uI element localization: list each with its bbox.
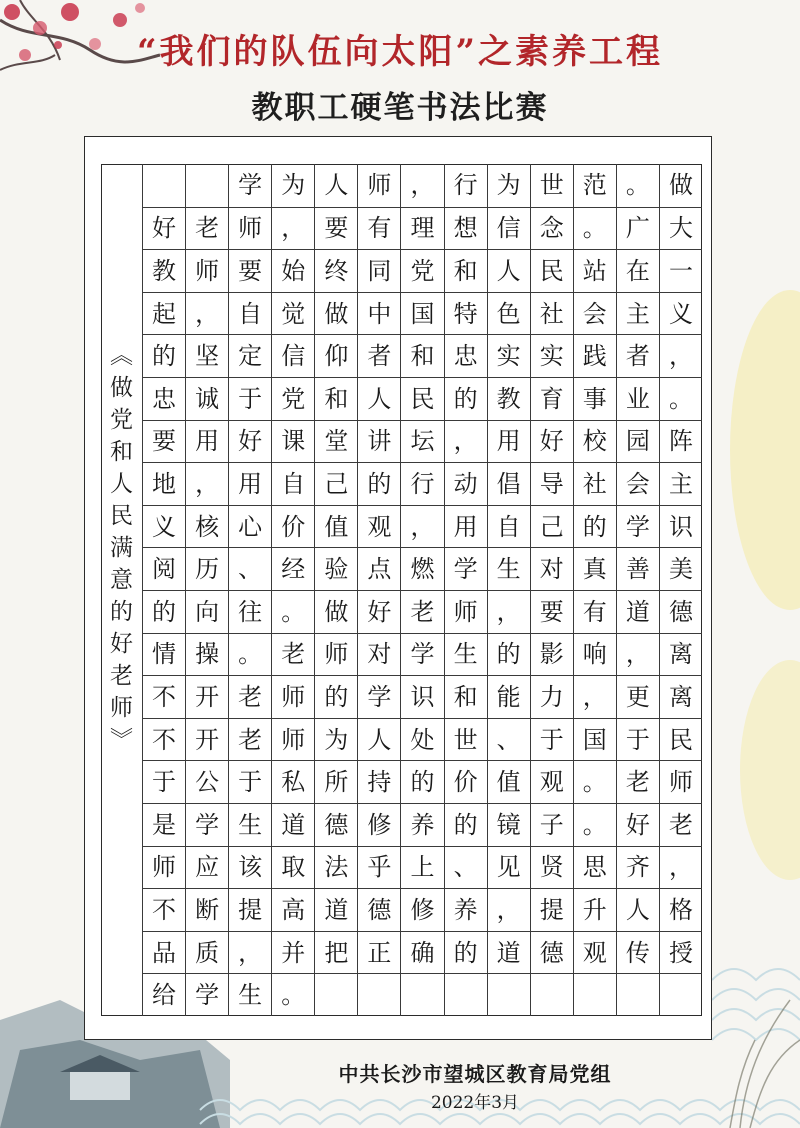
essay-vertical-title [101, 340, 142, 756]
grid-cell: ， [400, 164, 443, 207]
grid-cell: 主 [616, 292, 659, 335]
grid-cell: 师 [659, 760, 702, 803]
grid-cell: 定 [228, 334, 271, 377]
grid-cell: 实 [487, 334, 530, 377]
grid-cell: 修 [357, 803, 400, 846]
grid-cell: 理 [400, 207, 443, 250]
grid-cell: 业 [616, 377, 659, 420]
grid-cell: ， [271, 207, 314, 250]
grid-cell: 观 [357, 505, 400, 548]
grid-cell: 影 [530, 633, 573, 676]
title-char: 好 [110, 631, 133, 657]
grid-cell: 的 [400, 760, 443, 803]
grid-cell: 价 [444, 760, 487, 803]
grid-cell: ， [444, 420, 487, 463]
grid-cell: 党 [271, 377, 314, 420]
grid-cell: 国 [400, 292, 443, 335]
grid-cell: 是 [142, 803, 185, 846]
grid-cell: 育 [530, 377, 573, 420]
grid-cell: 观 [573, 931, 616, 974]
grid-cell: 向 [185, 590, 228, 633]
grid-cell: 好 [228, 420, 271, 463]
grid-cell: 者 [357, 334, 400, 377]
grid-cell: 老 [228, 718, 271, 761]
grid-cell: 念 [530, 207, 573, 250]
grid-cell: 的 [314, 675, 357, 718]
grid-cell: 主 [659, 462, 702, 505]
grid-cell: 离 [659, 633, 702, 676]
grid-cell: 学 [185, 803, 228, 846]
grid-cell: 站 [573, 249, 616, 292]
grid-cell [659, 973, 702, 1016]
grid-cell: 师 [142, 846, 185, 889]
grid-cell: 开 [185, 718, 228, 761]
grid-cell: 正 [357, 931, 400, 974]
sub-title: 教职工硬笔书法比赛 [251, 90, 549, 126]
grid-cell: 修 [400, 888, 443, 931]
grid-cell: 开 [185, 675, 228, 718]
grid-cell: 老 [616, 760, 659, 803]
grid-cell: 离 [659, 675, 702, 718]
grid-cell: 贤 [530, 846, 573, 889]
grid-cell: 事 [573, 377, 616, 420]
grid-cell: 学 [400, 633, 443, 676]
grid-cell: 老 [271, 633, 314, 676]
grid-cell: 色 [487, 292, 530, 335]
grid-cell: ， [573, 675, 616, 718]
grid-cell: ， [487, 590, 530, 633]
grid-cell: 会 [573, 292, 616, 335]
grid-cell: 道 [314, 888, 357, 931]
grid-cell: 传 [616, 931, 659, 974]
grid-cell: 社 [530, 292, 573, 335]
grid-cell: 。 [573, 207, 616, 250]
grid-cell: 并 [271, 931, 314, 974]
grid-cell: 人 [487, 249, 530, 292]
title-char: 的 [110, 599, 133, 625]
grid-cell: 德 [659, 590, 702, 633]
grid-cell: 不 [142, 718, 185, 761]
organization-signature: 中共长沙市望城区教育局党组 [338, 1062, 612, 1086]
grid-cell [142, 164, 185, 207]
grid-cell: 师 [228, 207, 271, 250]
grid-cell: 践 [573, 334, 616, 377]
grid-cell: 对 [357, 633, 400, 676]
grid-cell: 学 [616, 505, 659, 548]
grid-cell: 动 [444, 462, 487, 505]
title-char: 满 [110, 535, 133, 561]
title-char: 师 [110, 695, 133, 721]
grid-cell: 要 [142, 420, 185, 463]
grid-cell: 堂 [314, 420, 357, 463]
grid-cell: 师 [271, 718, 314, 761]
grid-cell: 自 [487, 505, 530, 548]
grid-cell: 坚 [185, 334, 228, 377]
grid-cell: 世 [444, 718, 487, 761]
grid-cell: 验 [314, 547, 357, 590]
grid-cell: 讲 [357, 420, 400, 463]
grid-cell: 生 [487, 547, 530, 590]
grid-cell: ， [228, 931, 271, 974]
grid-cell [185, 164, 228, 207]
title-char: 和 [110, 439, 133, 465]
grid-cell: 在 [616, 249, 659, 292]
grid-cell: 教 [487, 377, 530, 420]
grid-cell: 人 [357, 377, 400, 420]
grid-cell: 于 [228, 377, 271, 420]
title-char: ︾ [110, 727, 133, 753]
grid-cell: ， [400, 505, 443, 548]
grid-cell: 道 [616, 590, 659, 633]
grid-cell: 民 [659, 718, 702, 761]
grid-cell: 的 [444, 803, 487, 846]
grid-cell: 所 [314, 760, 357, 803]
grid-cell: 的 [573, 505, 616, 548]
grid-cell: 于 [228, 760, 271, 803]
grid-cell: 实 [530, 334, 573, 377]
grid-cell: 道 [271, 803, 314, 846]
grid-cell: 。 [659, 377, 702, 420]
grid-cell: 要 [314, 207, 357, 250]
grid-cell: 提 [228, 888, 271, 931]
grid-cell: 教 [142, 249, 185, 292]
grid-cell: 用 [228, 462, 271, 505]
grid-cell: 的 [357, 462, 400, 505]
grid-cell: 做 [659, 164, 702, 207]
title-char: ︽ [110, 343, 133, 369]
grid-cell: 社 [573, 462, 616, 505]
grid-cell: 上 [400, 846, 443, 889]
grid-cell: 情 [142, 633, 185, 676]
grid-cell: 忠 [142, 377, 185, 420]
grid-cell: 用 [444, 505, 487, 548]
grid-cell: 地 [142, 462, 185, 505]
grid-cell: 好 [357, 590, 400, 633]
grid-cell: 。 [573, 803, 616, 846]
grid-cell: 响 [573, 633, 616, 676]
grid-cell: 识 [400, 675, 443, 718]
grid-cell: 授 [659, 931, 702, 974]
grid-cell: 、 [228, 547, 271, 590]
grid-cell: 把 [314, 931, 357, 974]
grid-cell [444, 973, 487, 1016]
title-char: 做 [110, 375, 133, 401]
grid-cell: 觉 [271, 292, 314, 335]
grid-cell: 。 [271, 590, 314, 633]
grid-cell: 于 [616, 718, 659, 761]
grid-cell: 行 [400, 462, 443, 505]
grid-cell: 私 [271, 760, 314, 803]
grid-cell: 自 [271, 462, 314, 505]
grid-cell: 民 [530, 249, 573, 292]
grid-cell: 信 [271, 334, 314, 377]
grid-cell: 导 [530, 462, 573, 505]
grid-cell: 力 [530, 675, 573, 718]
grid-cell: 有 [573, 590, 616, 633]
grid-cell: 师 [314, 633, 357, 676]
grid-cell: 国 [573, 718, 616, 761]
grid-cell: 。 [573, 760, 616, 803]
grid-cell: 好 [142, 207, 185, 250]
grid-cell: 取 [271, 846, 314, 889]
grid-cell [357, 973, 400, 1016]
grid-cell: 生 [228, 803, 271, 846]
grid-cell: 善 [616, 547, 659, 590]
grid-cell: 老 [228, 675, 271, 718]
grid-cell: 能 [487, 675, 530, 718]
grid-cell: 老 [400, 590, 443, 633]
grid-cell: 值 [314, 505, 357, 548]
grid-cell: 园 [616, 420, 659, 463]
grid-cell: 给 [142, 973, 185, 1016]
grid-cell: 要 [530, 590, 573, 633]
grid-cell: 的 [142, 590, 185, 633]
grid-cell: 观 [530, 760, 573, 803]
grid-cell: 用 [487, 420, 530, 463]
grid-cell: 师 [357, 164, 400, 207]
grid-cell: 师 [185, 249, 228, 292]
grid-cell: 学 [228, 164, 271, 207]
grid-cell: 子 [530, 803, 573, 846]
title-char: 民 [110, 503, 133, 529]
grid-cell: 学 [185, 973, 228, 1016]
grid-cell: 镜 [487, 803, 530, 846]
grid-cell: 养 [444, 888, 487, 931]
grid-cell: 好 [616, 803, 659, 846]
grid-cell: 范 [573, 164, 616, 207]
grid-cell: 为 [314, 718, 357, 761]
grid-cell: 道 [487, 931, 530, 974]
grid-cell: 信 [487, 207, 530, 250]
grid-cell: ， [659, 846, 702, 889]
grid-cell: 。 [616, 164, 659, 207]
grid-cell: 养 [400, 803, 443, 846]
grid-cell: 民 [400, 377, 443, 420]
grid-cell: 要 [228, 249, 271, 292]
grid-cell [616, 973, 659, 1016]
grid-cell: 应 [185, 846, 228, 889]
grid-cell: 点 [357, 547, 400, 590]
grid-cell: 老 [659, 803, 702, 846]
grid-cell: 校 [573, 420, 616, 463]
grid-cell: 阅 [142, 547, 185, 590]
grid-cell: 值 [487, 760, 530, 803]
grid-cell: 格 [659, 888, 702, 931]
grid-cell: 好 [530, 420, 573, 463]
grid-cell: 不 [142, 888, 185, 931]
grid-cell: 始 [271, 249, 314, 292]
grid-cell [400, 973, 443, 1016]
grid-cell: ， [487, 888, 530, 931]
grid-cell: 想 [444, 207, 487, 250]
grid-cell: 对 [530, 547, 573, 590]
grid-cell: 操 [185, 633, 228, 676]
grid-cell: 德 [314, 803, 357, 846]
grid-cell: 做 [314, 292, 357, 335]
grid-cell: 自 [228, 292, 271, 335]
grid-cell: 用 [185, 420, 228, 463]
grid-cell: 历 [185, 547, 228, 590]
grid-cell: ， [616, 633, 659, 676]
grid-cell: 思 [573, 846, 616, 889]
grid-cell: 一 [659, 249, 702, 292]
grid-cell: 美 [659, 547, 702, 590]
grid-cell: 处 [400, 718, 443, 761]
grid-cell: 坛 [400, 420, 443, 463]
grid-cell: 行 [444, 164, 487, 207]
title-char: 党 [110, 407, 133, 433]
grid-cell: 师 [444, 590, 487, 633]
grid-cell: 公 [185, 760, 228, 803]
grid-cell: 、 [444, 846, 487, 889]
grid-cell: 老 [185, 207, 228, 250]
grid-cell: 品 [142, 931, 185, 974]
grid-cell: 的 [444, 931, 487, 974]
grid-cell: 见 [487, 846, 530, 889]
grid-cell: 和 [444, 249, 487, 292]
grid-cell: 世 [530, 164, 573, 207]
grid-cell: 德 [357, 888, 400, 931]
title-char: 意 [110, 567, 133, 593]
title-char: 人 [110, 471, 133, 497]
main-title: “我们的队伍向太阳”之素养工程 [136, 32, 664, 72]
grid-cell: 于 [142, 760, 185, 803]
grid-cell [530, 973, 573, 1016]
grid-cell [487, 973, 530, 1016]
grid-cell: 更 [616, 675, 659, 718]
grid-cell: 。 [228, 633, 271, 676]
grid-cell [573, 973, 616, 1016]
grid-cell: 义 [142, 505, 185, 548]
grid-cell: 提 [530, 888, 573, 931]
grid-cell: 和 [400, 334, 443, 377]
grid-cell: 、 [487, 718, 530, 761]
title-char: 老 [110, 663, 133, 689]
grid-cell: 往 [228, 590, 271, 633]
grid-cell: 质 [185, 931, 228, 974]
grid-cell: 燃 [400, 547, 443, 590]
grid-cell: 忠 [444, 334, 487, 377]
grid-cell: 的 [444, 377, 487, 420]
grid-cell: 同 [357, 249, 400, 292]
grid-cell: 断 [185, 888, 228, 931]
grid-cell: 终 [314, 249, 357, 292]
essay-grid [142, 164, 702, 1016]
grid-cell: 者 [616, 334, 659, 377]
grid-cell: 做 [314, 590, 357, 633]
grid-cell: 经 [271, 547, 314, 590]
grid-cell: 核 [185, 505, 228, 548]
grid-cell: 人 [314, 164, 357, 207]
grid-cell: ， [659, 334, 702, 377]
grid-cell: 学 [357, 675, 400, 718]
grid-cell: 。 [271, 973, 314, 1016]
grid-cell: 识 [659, 505, 702, 548]
grid-cell: 人 [616, 888, 659, 931]
grid-cell: 倡 [487, 462, 530, 505]
grid-cell: 己 [530, 505, 573, 548]
grid-cell: 生 [228, 973, 271, 1016]
grid-cell: 义 [659, 292, 702, 335]
grid-cell: 于 [530, 718, 573, 761]
grid-cell: 师 [271, 675, 314, 718]
grid-cell: 德 [530, 931, 573, 974]
grid-cell: 学 [444, 547, 487, 590]
grid-cell: 诚 [185, 377, 228, 420]
grid-cell: 起 [142, 292, 185, 335]
grid-cell: 党 [400, 249, 443, 292]
grid-cell: 持 [357, 760, 400, 803]
grid-cell: 的 [142, 334, 185, 377]
date-signature: 2022年3月 [430, 1093, 520, 1113]
grid-cell: 法 [314, 846, 357, 889]
grid-cell: 价 [271, 505, 314, 548]
grid-cell: ， [185, 292, 228, 335]
grid-cell: 大 [659, 207, 702, 250]
grid-cell: 人 [357, 718, 400, 761]
grid-cell: 为 [271, 164, 314, 207]
grid-cell: 真 [573, 547, 616, 590]
grid-cell: 心 [228, 505, 271, 548]
grid-cell: 升 [573, 888, 616, 931]
grid-cell: 中 [357, 292, 400, 335]
grid-cell: 会 [616, 462, 659, 505]
grid-cell: ， [185, 462, 228, 505]
grid-cell: 课 [271, 420, 314, 463]
grid-cell: 阵 [659, 420, 702, 463]
grid-cell: 有 [357, 207, 400, 250]
grid-cell: 仰 [314, 334, 357, 377]
grid-cell: 生 [444, 633, 487, 676]
grid-cell: 和 [314, 377, 357, 420]
grid-cell: 高 [271, 888, 314, 931]
grid-cell: 不 [142, 675, 185, 718]
grid-cell: 为 [487, 164, 530, 207]
grid-cell: 该 [228, 846, 271, 889]
grid-cell: 和 [444, 675, 487, 718]
grid-cell: 齐 [616, 846, 659, 889]
grid-cell: 特 [444, 292, 487, 335]
grid-cell: 乎 [357, 846, 400, 889]
grid-cell: 广 [616, 207, 659, 250]
grid-cell: 确 [400, 931, 443, 974]
grid-cell: 的 [487, 633, 530, 676]
grid-cell: 己 [314, 462, 357, 505]
grid-cell [314, 973, 357, 1016]
